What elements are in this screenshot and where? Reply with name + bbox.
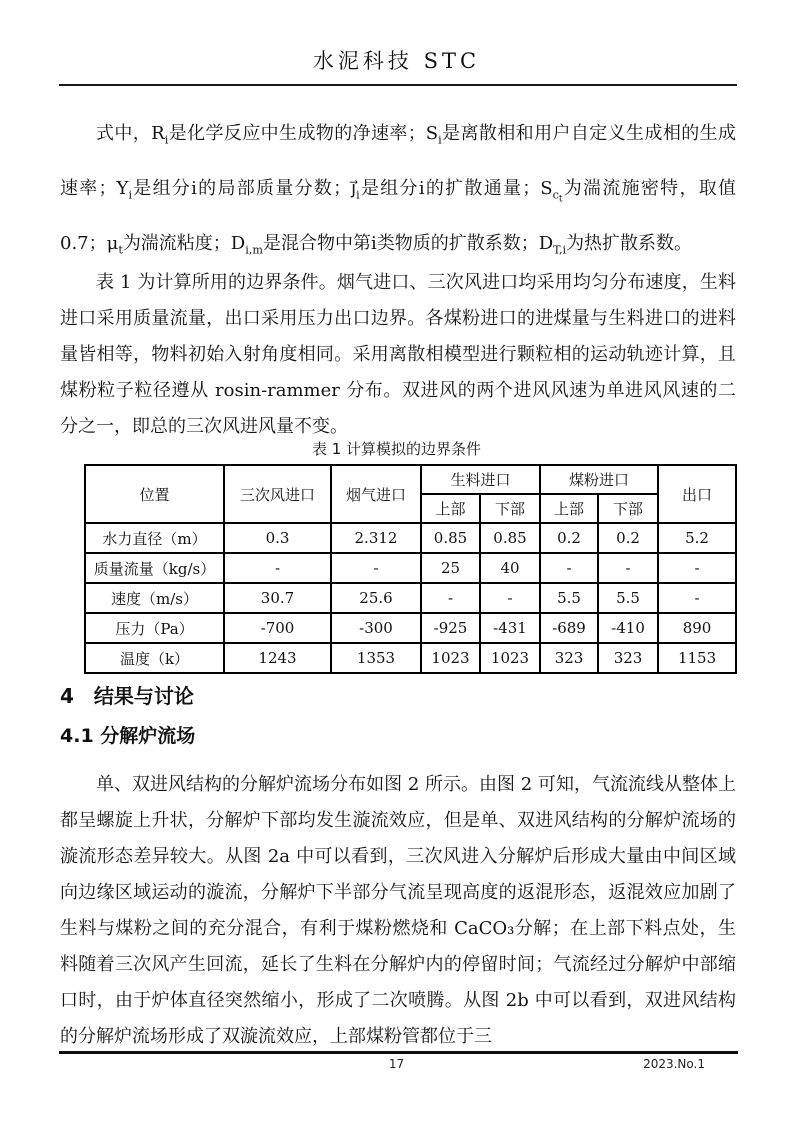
cell-value: 40 — [480, 553, 540, 583]
cell-value: -410 — [598, 613, 658, 643]
col-header-outlet: 出口 — [658, 465, 736, 523]
col-header-flue-gas-inlet: 烟气进口 — [331, 465, 421, 523]
cell-value: 30.7 — [224, 583, 331, 613]
col-header-coal-lower: 下部 — [598, 494, 658, 523]
cell-value: 1243 — [224, 643, 331, 673]
boundary-conditions-table — [84, 464, 737, 674]
cell-value: -431 — [480, 613, 540, 643]
row-label: 压力（Pa） — [85, 613, 224, 643]
cell-value: - — [224, 553, 331, 583]
table-body — [85, 523, 736, 673]
col-header-coal-powder-inlet: 煤粉进口 — [540, 465, 658, 494]
row-label: 质量流量（kg/s） — [85, 553, 224, 583]
table-row — [85, 523, 736, 553]
table-header-row-1 — [85, 465, 736, 494]
table-row — [85, 643, 736, 673]
cell-value: 5.2 — [658, 523, 736, 553]
cell-value: - — [480, 583, 540, 613]
cell-value: - — [658, 553, 736, 583]
subsection-heading-flow-field: 4.1 分解炉流场 — [60, 725, 196, 747]
cell-value: 1023 — [421, 643, 480, 673]
cell-value: 0.2 — [540, 523, 598, 553]
cell-value: 1153 — [658, 643, 736, 673]
table-caption: 表 1 计算模拟的边界条件 — [311, 440, 482, 458]
col-header-position: 位置 — [85, 465, 224, 523]
cell-value: 0.85 — [421, 523, 480, 553]
cell-value: 5.5 — [540, 583, 598, 613]
col-header-coal-upper: 上部 — [540, 494, 598, 523]
paragraph-flow-field: 单、双进风结构的分解炉流场分布如图 2 所示。由图 2 可知，气流流线从整体上都呈螺旋上升状，分解炉下部均发生漩流效应，但是单、双进风结构的分解炉流场的漩流形态差异较大。从图 2a 中可以看到，三次风进入分解炉后形成大量由中间区域向边缘区域运动的漩流，分解炉下半部分气流呈现高度的返混形态，返混效应加剧了生料与煤粉之间的充分混合，有利于煤粉燃烧和 CaCO₃分解；在上部下料点处，生料随着三次风产生回流，延长了生料在分解炉内的停留时间；气流经过分解炉中部缩口时，由于炉体直径突然缩小，形成了二次喷腾。从图 2b 中可以看到，双进风结构的分解炉流场形成了双漩流效应，上部煤粉管都位于三 — [60, 774, 736, 1047]
journal-title: 水泥科技 STC — [312, 49, 481, 73]
cell-value: - — [598, 553, 658, 583]
cell-value: - — [331, 553, 421, 583]
row-label: 水力直径（m） — [85, 523, 224, 553]
table-row — [85, 553, 736, 583]
col-header-tertiary-air-inlet: 三次风进口 — [224, 465, 331, 523]
cell-value: -689 — [540, 613, 598, 643]
cell-value: 323 — [540, 643, 598, 673]
cell-value: - — [658, 583, 736, 613]
footer-rule — [59, 1051, 738, 1054]
cell-value: 0.2 — [598, 523, 658, 553]
cell-value: 323 — [598, 643, 658, 673]
cell-value: - — [421, 583, 480, 613]
cell-value: -700 — [224, 613, 331, 643]
header-rule — [59, 84, 737, 86]
section-heading-results: 4 结果与讨论 — [60, 684, 194, 708]
row-label: 速度（m/s） — [85, 583, 224, 613]
cell-value: - — [540, 553, 598, 583]
paragraph-boundary-conditions: 表 1 为计算所用的边界条件。烟气进口、三次风进口均采用均匀分布速度，生料进口采用质量流量，出口采用压力出口边界。各煤粉进口的进煤量与生料进口的进料量皆相等，物料初始入射角度相同。采用离散相模型进行颗粒相的运动轨迹计算，且煤粉粒子粒径遵从 rosin-rammer 分布。双进风的两个进风风速为单进风风速的二分之一，即总的三次风进风量不变。 — [60, 272, 736, 437]
cell-value: 5.5 — [598, 583, 658, 613]
cell-value: 0.85 — [480, 523, 540, 553]
cell-value: 2.312 — [331, 523, 421, 553]
cell-value: 1023 — [480, 643, 540, 673]
cell-value: 25 — [421, 553, 480, 583]
col-header-raw-meal-inlet: 生料进口 — [421, 465, 540, 494]
cell-value: 25.6 — [331, 583, 421, 613]
table-row — [85, 583, 736, 613]
cell-value: -925 — [421, 613, 480, 643]
col-header-raw-upper: 上部 — [421, 494, 480, 523]
row-label: 温度（k） — [85, 643, 224, 673]
paragraph-symbol-definitions: 式中，$R_i$是化学反应中生成物的净速率；$S_i$是离散相和用户自定义生成相的生成速率；$Y_i$是组分i的局部质量分数；$j⃗_i$是组分i的扩散通量；$S_{ct}$为湍流施密特，取值 0.7；$\mu_t$为湍流粘度；$D_{i,m}$是混合物中第i类物质的扩散系数；$D_{T,i}$为热扩散系数。 — [60, 123, 736, 257]
cell-value: 1353 — [331, 643, 421, 673]
cell-value: 0.3 — [224, 523, 331, 553]
issue-number: 2023.No.1 — [643, 1057, 705, 1071]
table-row — [85, 613, 736, 643]
cell-value: -300 — [331, 613, 421, 643]
cell-value: 890 — [658, 613, 736, 643]
page-number: 17 — [388, 1057, 405, 1071]
col-header-raw-lower: 下部 — [480, 494, 540, 523]
